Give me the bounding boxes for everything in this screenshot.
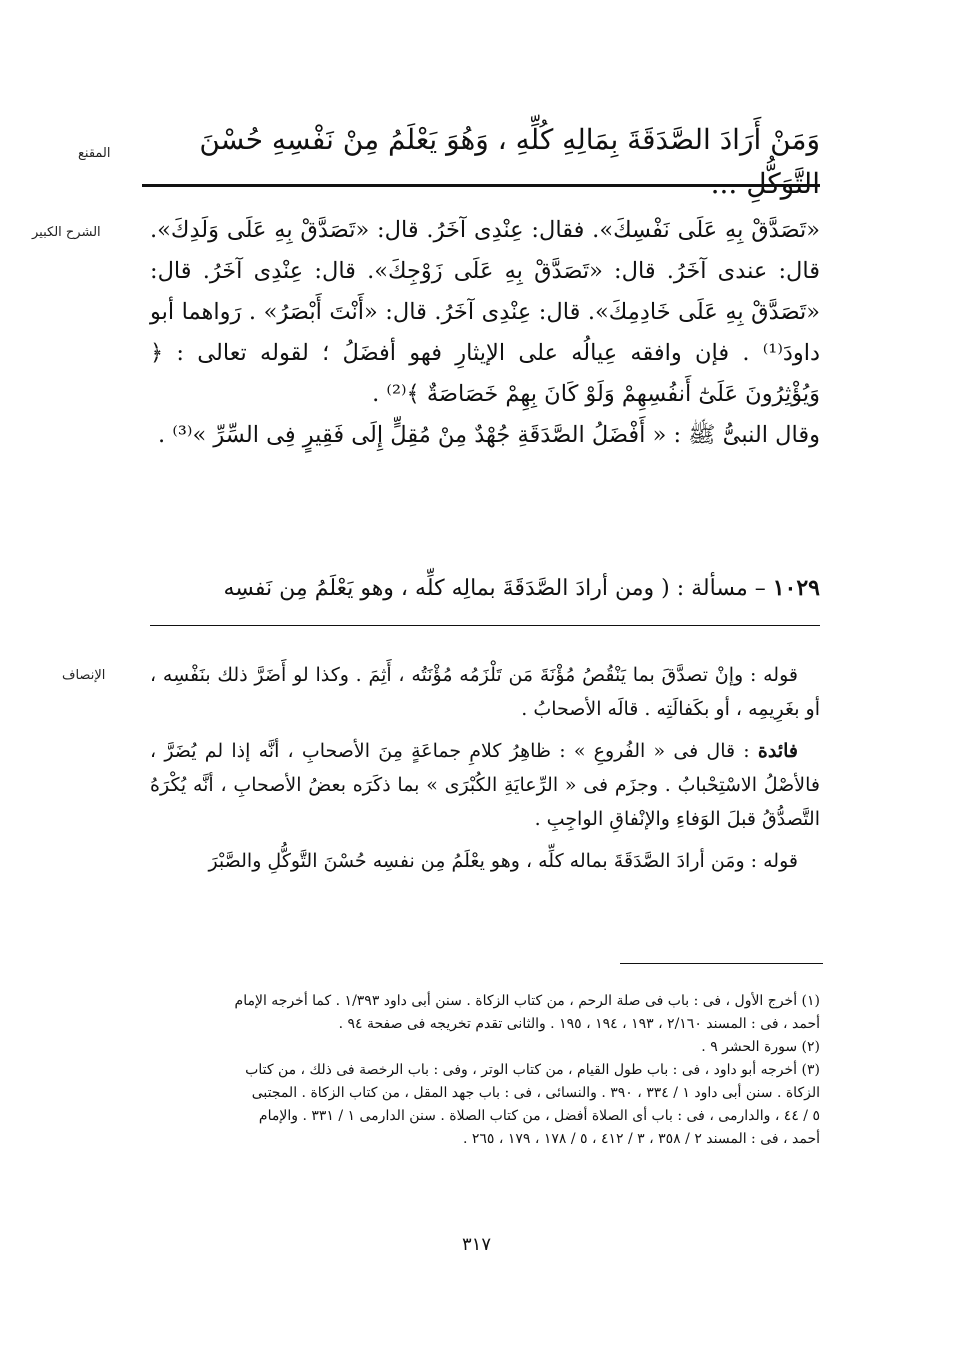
insaf-paragraph: قوله : ومَن أرادَ الصَّدَقَةَ بماله كلِّه ، وهو يعْلَمُ مِن نفسِه حُسْنَ التَّوكُّلِ والصَّبْرَ <box>208 850 798 872</box>
footnote-line: أحمد ، فى : المسند ٢ / ٣٥٨ ، ٣ / ٤١٢ ، ٥ / ١٧٨ ، ١٧٩ ، ٢٦٥ . <box>462 1131 820 1147</box>
footnote-line: ٥ / ٤٤ ، والدارمى ، فى : باب أى الصلاة أفضل ، من كتاب الصلاة . سنن الدارمى ١ / ٣٣١ . والإمام <box>258 1108 820 1124</box>
footnotes <box>150 990 820 1151</box>
sharh-paragraph: «تَصَدَّقْ بِهِ عَلَى نَفْسِكَ». فقال: عِنْدِى آخَرُ. قال: «تَصَدَّقْ بِهِ عَلَى وَلَدِكَ». قال: عندى آخَرُ. قال: «تَصَدَّقْ بِهِ عَلَى زَوْجِكَ». قال: عِنْدِى آخَرُ. قال: «تَصَدَّقْ بِهِ عَلَى خَادِمِكَ». قال: عِنْدِى آخَرُ. قال: «أَنْتَ أَبْصَرُ» . رَواهما أبو داودَ⁽¹⁾ . فإن وافقه عِيالُه على الإيثارِ فهو أفضَلُ ؛ لقوله تعالى : ﴿ وَيُؤْثِرُونَ عَلَىٰٓ أَنفُسِهِمْ وَلَوْ كَانَ بِهِمْ خَصَاصَةٌ ﴾⁽²⁾ . <box>150 217 820 407</box>
insaf-section <box>150 658 820 886</box>
footnote-line: (٢) سورة الحشر ٩ . <box>701 1039 820 1055</box>
fa-ida-label: فائدة <box>757 740 798 762</box>
sharh-section <box>150 210 820 456</box>
muqni-header-text: وَمَنْ أَرَادَ الصَّدَقَةَ بِمَالِهِ كُلِّهِ ، وَهُوَ يَعْلَمُ مِنْ نَفْسِهِ حُسْنَ التَّوَكُّلِ ... <box>199 123 820 200</box>
side-label-insaf: الإنصاف <box>62 668 106 683</box>
footnote-line: الزكاة . سنن أبى داود ١ / ٣٣٤ ، ٣٩٠ . والنسائى ، فى : باب جهد المقل ، من كتاب الزكاة . المجتبى <box>251 1085 820 1101</box>
side-label-muqni: المقنع <box>78 146 111 161</box>
fa-ida-text: : قال فى « الفُروعِ » : ظاهِرُ كلامِ جماعَةٍ مِنَ الأصحابِ ، أنَّه إذا لم يُضَرَّ ، فالأصْلُ الاسْتِحْبابُ . وجزَم فى « الرِّعايَةِ الكُبْرَى » بما ذكَرَه بعضُ الأصحابِ ، أنَّه يُكْرَهُ التَّصدُّقُ قبلَ الوَفاءِ والإنْفاقِ الواجِبِ . <box>150 740 820 830</box>
sharh-paragraph: وقال النبىُّ ﷺ : « أَفْضَلُ الصَّدَقَةِ جُهْدٌ مِنْ مُقِلٍّ إِلَى فَقِيرٍ فِى السِّرِّ »⁽³⁾ . <box>158 422 820 448</box>
insaf-paragraph <box>150 734 820 836</box>
footnote-line: أحمد ، فى : المسند ٢/١٦٠ ، ١٩٣ ، ١٩٤ ، ١٩٥ . والثانى تقدم تخريجه فى صفحة ٩٤ . <box>338 1016 820 1032</box>
masala-text: – مسألة : ( ومن أرادَ الصَّدَقَةَ بمالِه كلِّه ، وهو يَعْلَمُ مِن نَفسِه <box>223 576 766 601</box>
footnote-line: (٣) أخرجه أبو داود ، فى : باب طول القيام ، من كتاب الوتر ، وفى : باب الرخصة فى ذلك ، من كتاب <box>245 1062 820 1078</box>
section-divider <box>150 625 820 626</box>
masala-line <box>150 568 820 609</box>
header-divider <box>142 184 820 187</box>
page-number: ٣١٧ <box>461 1234 491 1255</box>
footnote-divider <box>620 963 823 964</box>
footnote-line: (١) أخرج الأول ، فى : باب فى صلة الرحم ، من كتاب الزكاة . سنن أبى داود ١/٣٩٣ . كما أخرجه الإمام <box>234 993 820 1009</box>
insaf-paragraph: قوله : وإنْ تصدَّقَ بما يَنْقُصُ مُؤْنَةَ مَن تَلْزَمُه مُؤْنَتُه ، أَثِمَ . وكذا لو أَضَرَّ ذلك بنَفْسِه ، أو بغَرِيمِه ، أو بكَفالَتِه . قالَه الأصحابُ . <box>150 664 820 720</box>
side-label-sharh: الشرح الكبير <box>32 225 101 240</box>
masala-number: ١٠٢٩ <box>772 575 820 601</box>
